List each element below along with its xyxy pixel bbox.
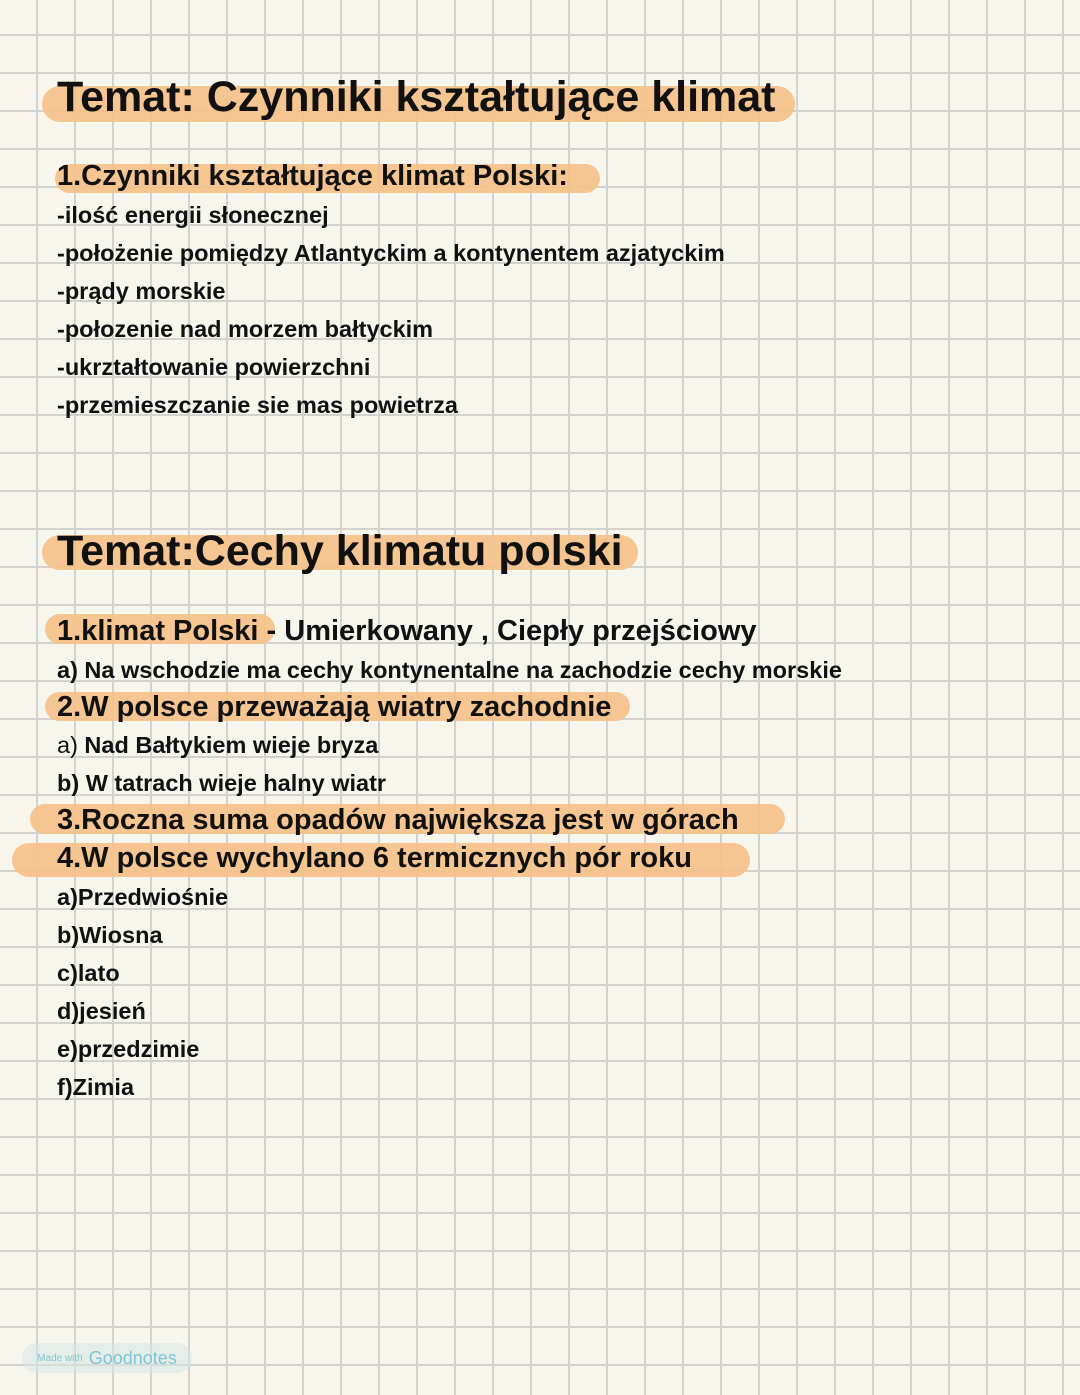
point-4: 4.W polsce wychylano 6 termicznych pór roku <box>57 842 692 874</box>
point-1-label: 1.klimat Polski <box>57 615 259 647</box>
season-item: b)Wiosna <box>57 922 163 948</box>
point-2-a-text: Nad Bałtykiem wieje bryza <box>77 732 379 758</box>
watermark-prefix: Made with <box>37 1352 83 1364</box>
list-item: -ukrztałtowanie powierzchni <box>57 354 371 380</box>
section1-title: Temat: Czynniki kształtujące klimat <box>57 73 776 121</box>
point-2-b: b) W tatrach wieje halny wiatr <box>57 770 387 796</box>
point-2-a <box>57 734 378 758</box>
list-item: -prądy morskie <box>57 278 226 304</box>
section1-heading: 1.Czynniki kształtujące klimat Polski: <box>57 160 568 192</box>
season-item: a)Przedwiośnie <box>57 884 229 910</box>
point-1-a: a) Na wschodzie ma cechy kontynentalne na zachodzie cechy morskie <box>57 657 842 683</box>
season-item: e)przedzimie <box>57 1036 200 1062</box>
point-1-text: - Umierkowany , Ciepły przejściowy <box>258 615 757 647</box>
point-2: 2.W polsce przeważają wiatry zachodnie <box>57 691 612 723</box>
point-1 <box>57 617 757 646</box>
section2-title: Temat:Cechy klimatu polski <box>57 527 623 575</box>
point-2-a-prefix: a) <box>57 732 78 758</box>
season-item: c)lato <box>57 960 120 986</box>
watermark-brand: Goodnotes <box>88 1347 177 1368</box>
list-item: -przemieszczanie sie mas powietrza <box>57 392 458 418</box>
goodnotes-watermark <box>22 1343 192 1373</box>
list-item: -położenie pomiędzy Atlantyckim a kontynentem azjatyckim <box>57 240 725 266</box>
list-item: -połozenie nad morzem bałtyckim <box>57 316 434 342</box>
point-3: 3.Roczna suma opadów największa jest w górach <box>57 804 739 836</box>
season-item: f)Zimia <box>57 1074 135 1100</box>
season-item: d)jesień <box>57 998 146 1024</box>
list-item: -ilość energii słonecznej <box>57 202 329 228</box>
